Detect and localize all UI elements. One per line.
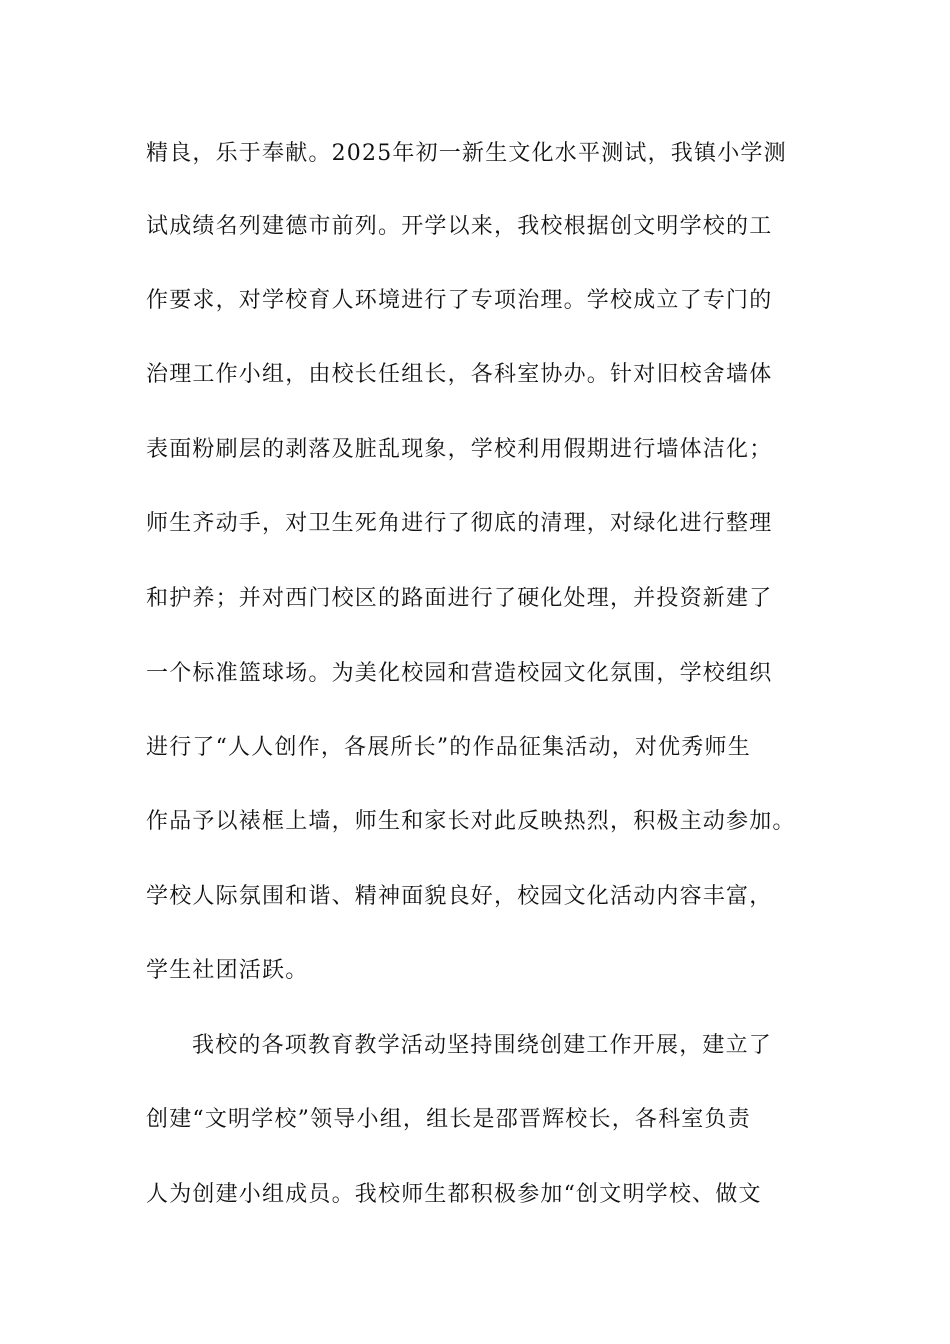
text-line: 作品予以裱框上墙，师生和家长对此反映热烈，积极主动参加。 <box>146 809 796 834</box>
text-line: 一个标准篮球场。为美化校园和营造校园文化氛围，学校组织 <box>146 661 773 686</box>
text-line: 精良，乐于奉献。2025年初一新生文化水平测试，我镇小学测 <box>146 141 787 166</box>
text-line: 试成绩名列建德市前列。开学以来，我校根据创文明学校的工 <box>146 214 773 239</box>
text-line: 学校人际氛围和谐、精神面貌良好，校园文化活动内容丰富， <box>146 884 773 909</box>
text-line: 创建“文明学校”领导小组，组长是邵晋辉校长，各科室负责 <box>146 1107 751 1132</box>
text-line: 治理工作小组，由校长任组长，各科室协办。针对旧校舍墙体 <box>146 362 773 387</box>
text-line: 进行了“人人创作，各展所长”的作品征集活动，对优秀师生 <box>146 735 751 760</box>
text-line: 作要求，对学校育人环境进行了专项治理。学校成立了专门的 <box>146 288 773 313</box>
text-line: 人为创建小组成员。我校师生都积极参加“创文明学校、做文 <box>146 1182 762 1207</box>
paragraph-first-line: 我校的各项教育教学活动坚持围绕创建工作开展，建立了 <box>192 1033 773 1058</box>
text-line: 表面粉刷层的剥落及脏乱现象，学校利用假期进行墙体洁化； <box>146 437 773 462</box>
text-line: 师生齐动手，对卫生死角进行了彻底的清理，对绿化进行整理 <box>146 511 773 536</box>
text-line: 和护养；并对西门校区的路面进行了硬化处理，并投资新建了 <box>146 586 773 611</box>
text-line: 学生社团活跃。 <box>146 958 309 983</box>
